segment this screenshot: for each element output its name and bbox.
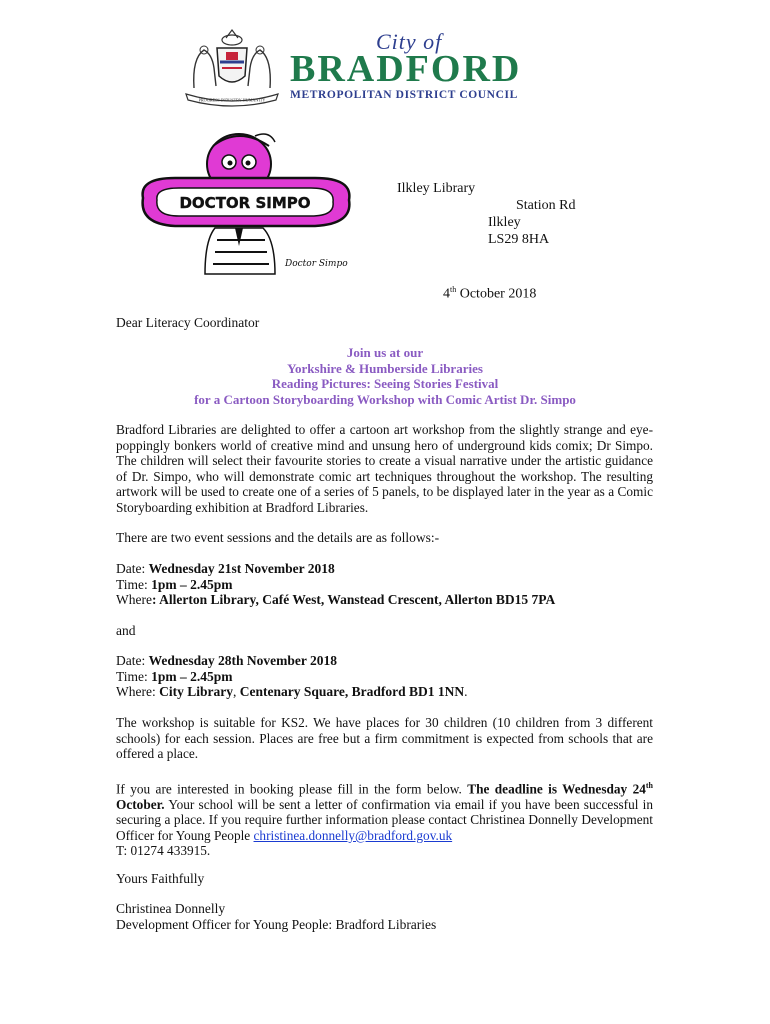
session1-where: Where: Allerton Library, Café West, Wanstead Crescent, Allerton BD15 7PA [116,592,556,607]
doctor-simpo-logo-icon [135,128,357,278]
signatory-name: Christinea Donnelly [116,901,226,916]
session1-time: Time: 1pm – 2.45pm [116,577,233,592]
session2-time: Time: 1pm – 2.45pm [116,669,233,684]
contact-phone: T: 01274 433915. [116,843,211,859]
heading-line-2: Yorkshire & Humberside Libraries [287,360,483,376]
address-line-2: Station Rd [516,198,576,213]
booking-paragraph: If you are interested in booking please fill in the form below. The deadline is Wednesday 24th October. Your school will be sent a letter of confirmation via email if you have been successful in securing a place. If you require further information please contact Christinea Donnelly Development Officer for Young People christinea.donnelly@bradford.gov.uk T: 01274 433915. [116,781,653,859]
council-city-label: City of [376,29,443,54]
heading-line-3: Reading Pictures: Seeing Stories Festival [271,376,499,391]
signatory-title: Development Officer for Young People: Bradford Libraries [116,917,437,932]
salutation: Dear Literacy Coordinator [116,315,260,330]
council-name: BRADFORD [290,48,522,90]
letter-date: 4th October 2018 [443,285,537,302]
council-subtitle: METROPOLITAN DISTRICT COUNCIL [290,89,518,101]
session1-date: Date: Wednesday 21st November 2018 [116,561,335,576]
sessions-intro: There are two event sessions and the details are as follows:- [116,530,440,545]
and-label: and [116,623,136,638]
heading-line-1: Join us at our [346,345,424,360]
address-line-4: LS29 8HA [488,232,550,247]
heading-line-4: for a Cartoon Storyboarding Workshop with Comic Artist Dr. Simpo [194,391,576,407]
simpo-logo-text: DOCTOR SIMPO [179,194,311,212]
council-crest-icon [182,28,282,108]
suitability-paragraph: The workshop is suitable for KS2. We have places for 30 children (10 children from 3 different schools) for each session. Places are free but a firm commitment is expected from schools that are offered a place. [116,715,653,761]
address-line-3: Ilkley [488,215,521,230]
event-heading [100,345,670,407]
intro-paragraph: Bradford Libraries are delighted to offer a cartoon art workshop from the slightly strange and eye-poppingly bonkers world of creative mind and unsung hero of underground kids comix; Dr Simpo. The children will select their favourite stories to create a visual narrative under the artistic guidance of Dr. Simpo, who will demonstrate comic art techniques throughout the workshop. The resulting artwork will be used to create one of a series of 5 panels, to be displayed later in the year as a Comic Storyboarding exhibition at Bradford Libraries. [116,422,653,515]
contact-email-link[interactable]: christinea.donnelly@bradford.gov.uk [253,827,453,843]
closing: Yours Faithfully [116,871,205,886]
crest-motto: PROGRESS INDUSTRY HUMANITY [198,97,266,103]
session2-date: Date: Wednesday 28th November 2018 [116,653,338,668]
session2-where: Where: City Library, Centenary Square, Bradford BD1 1NN. [116,684,468,699]
simpo-signature: Doctor Simpo [285,259,348,269]
address-line-1: Ilkley Library [397,181,476,196]
